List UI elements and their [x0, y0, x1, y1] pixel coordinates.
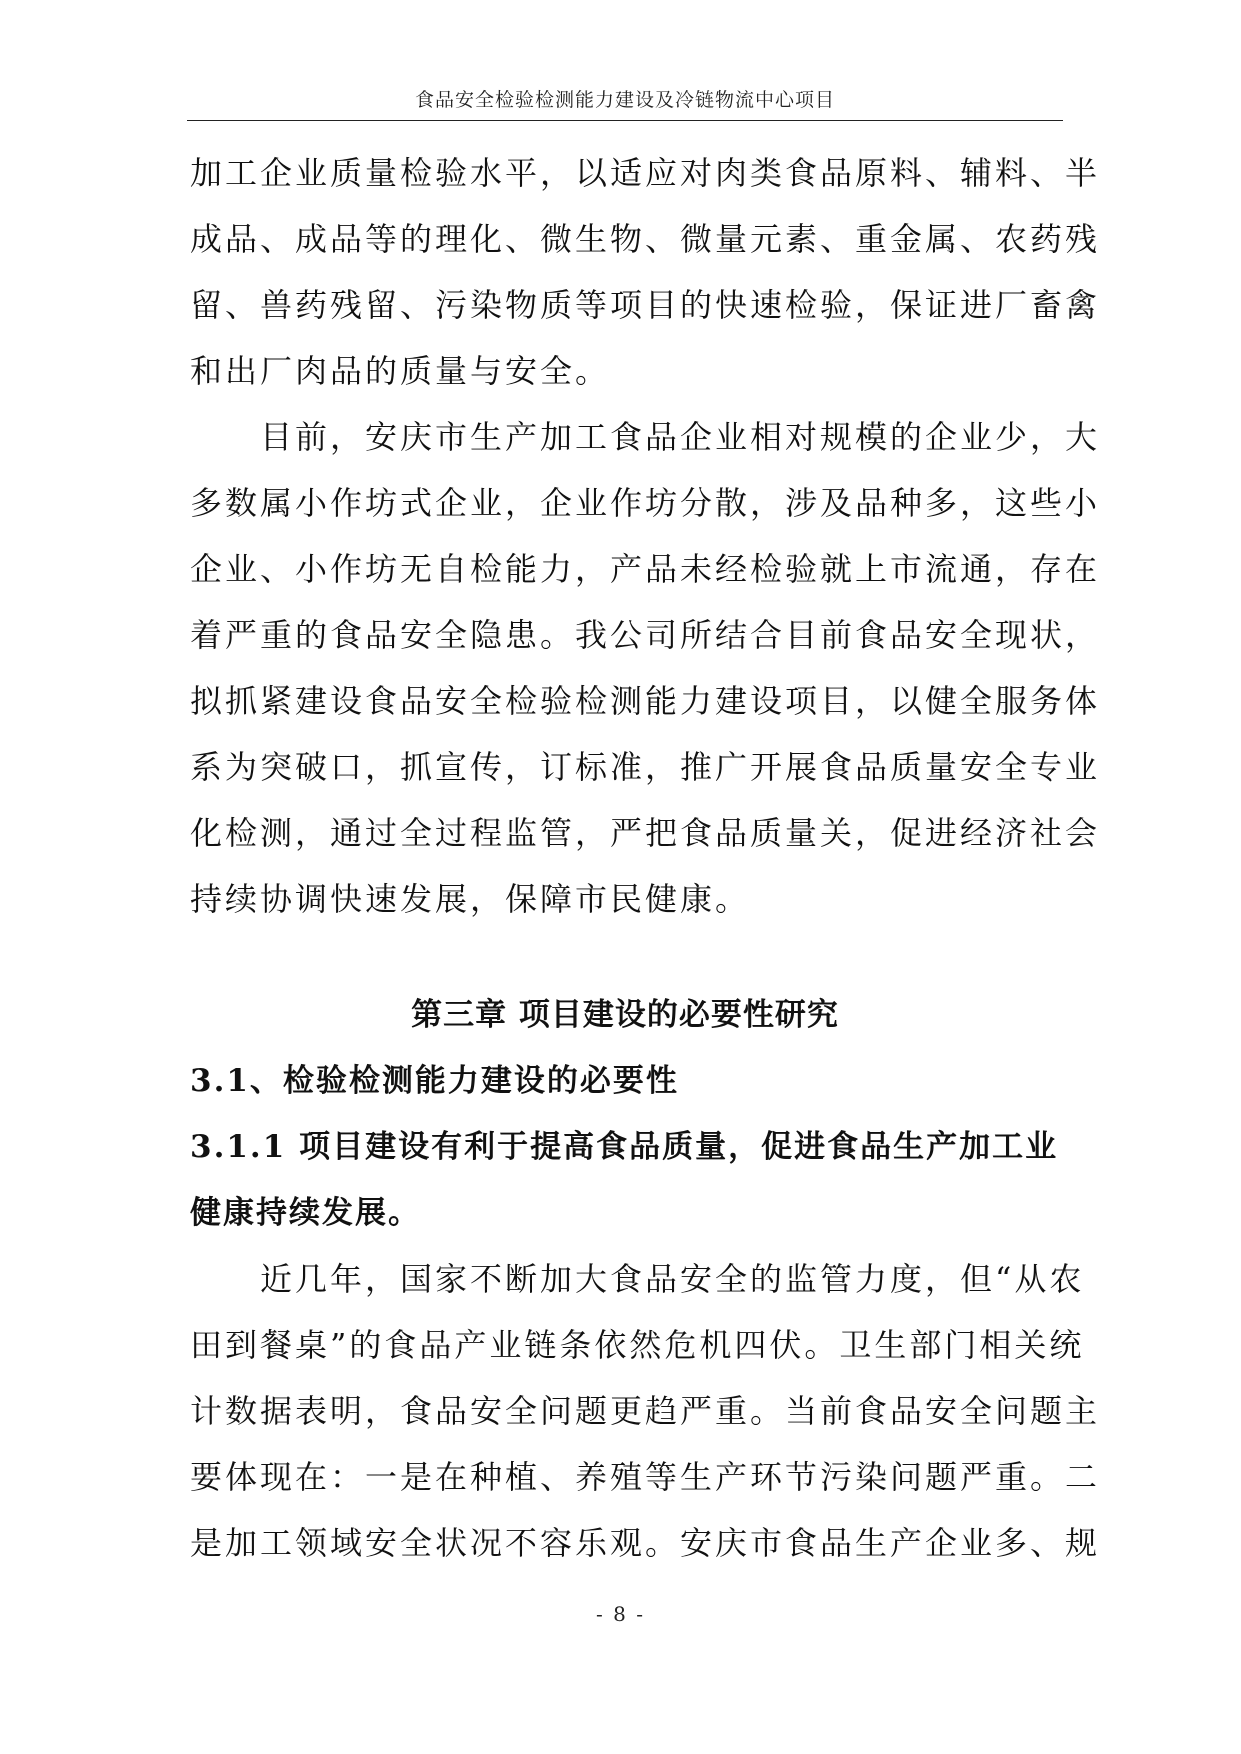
paragraph-line: 持续协调快速发展，保障市民健康。: [190, 880, 751, 918]
paragraph-line: 成品、成品等的理化、微生物、微量元素、重金属、农药残: [190, 220, 1101, 258]
paragraph-line: 和出厂肉品的质量与安全。: [190, 352, 611, 390]
paragraph-line: 计数据表明，食品安全问题更趋严重。当前食品安全问题主: [190, 1392, 1101, 1430]
section-heading-line: 3.1.1 项目建设有利于提高食品质量，促进食品生产加工业: [190, 1129, 1059, 1165]
header-title: 食品安全检验检测能力建设及冷链物流中心项目: [414, 89, 835, 111]
chapter-title: 第三章 项目建设的必要性研究: [411, 997, 839, 1033]
paragraph-line: 留、兽药残留、污染物质等项目的快速检验，保证进厂畜禽: [190, 286, 1101, 324]
page-number: - 8 -: [596, 1602, 645, 1626]
paragraph-line: 多数属小作坊式企业，企业作坊分散，涉及品种多，这些小: [190, 484, 1101, 522]
document-body: [190, 140, 1101, 1576]
paragraph-line: 近几年，国家不断加大食品安全的监管力度，但“从农: [260, 1260, 1085, 1298]
paragraph-line: 田到餐桌”的食品产业链条依然危机四伏。卫生部门相关统: [190, 1326, 1085, 1364]
paragraph-line: 要体现在：一是在种植、养殖等生产环节污染问题严重。二: [190, 1458, 1101, 1496]
page-header: [187, 86, 1063, 121]
section-heading-3-1: 3.1、检验检测能力建设的必要性: [190, 1063, 679, 1099]
paragraph-line: 目前，安庆市生产加工食品企业相对规模的企业少，大: [260, 418, 1101, 456]
paragraph-line: 化检测，通过全过程监管，严把食品质量关，促进经济社会: [190, 814, 1101, 852]
paragraph-line: 企业、小作坊无自检能力，产品未经检验就上市流通，存在: [190, 550, 1101, 588]
paragraph-continuation: [190, 140, 1101, 404]
paragraph-line: 加工企业质量检验水平，以适应对肉类食品原料、辅料、半: [190, 154, 1101, 192]
paragraph-recent-years: [190, 1246, 1101, 1576]
section-heading-line: 健康持续发展。: [190, 1195, 421, 1231]
paragraph-line: 系为突破口，抓宣传，订标准，推广开展食品质量安全专业: [190, 748, 1101, 786]
paragraph-line: 是加工领域安全状况不容乐观。安庆市食品生产企业多、规: [190, 1524, 1101, 1562]
paragraph-line: 拟抓紧建设食品安全检验检测能力建设项目，以健全服务体: [190, 682, 1101, 720]
paragraph-line: 着严重的食品安全隐患。我公司所结合目前食品安全现状，: [190, 616, 1101, 654]
paragraph-current-situation: [190, 404, 1101, 932]
section-heading-3-1-1: [190, 1114, 1060, 1246]
